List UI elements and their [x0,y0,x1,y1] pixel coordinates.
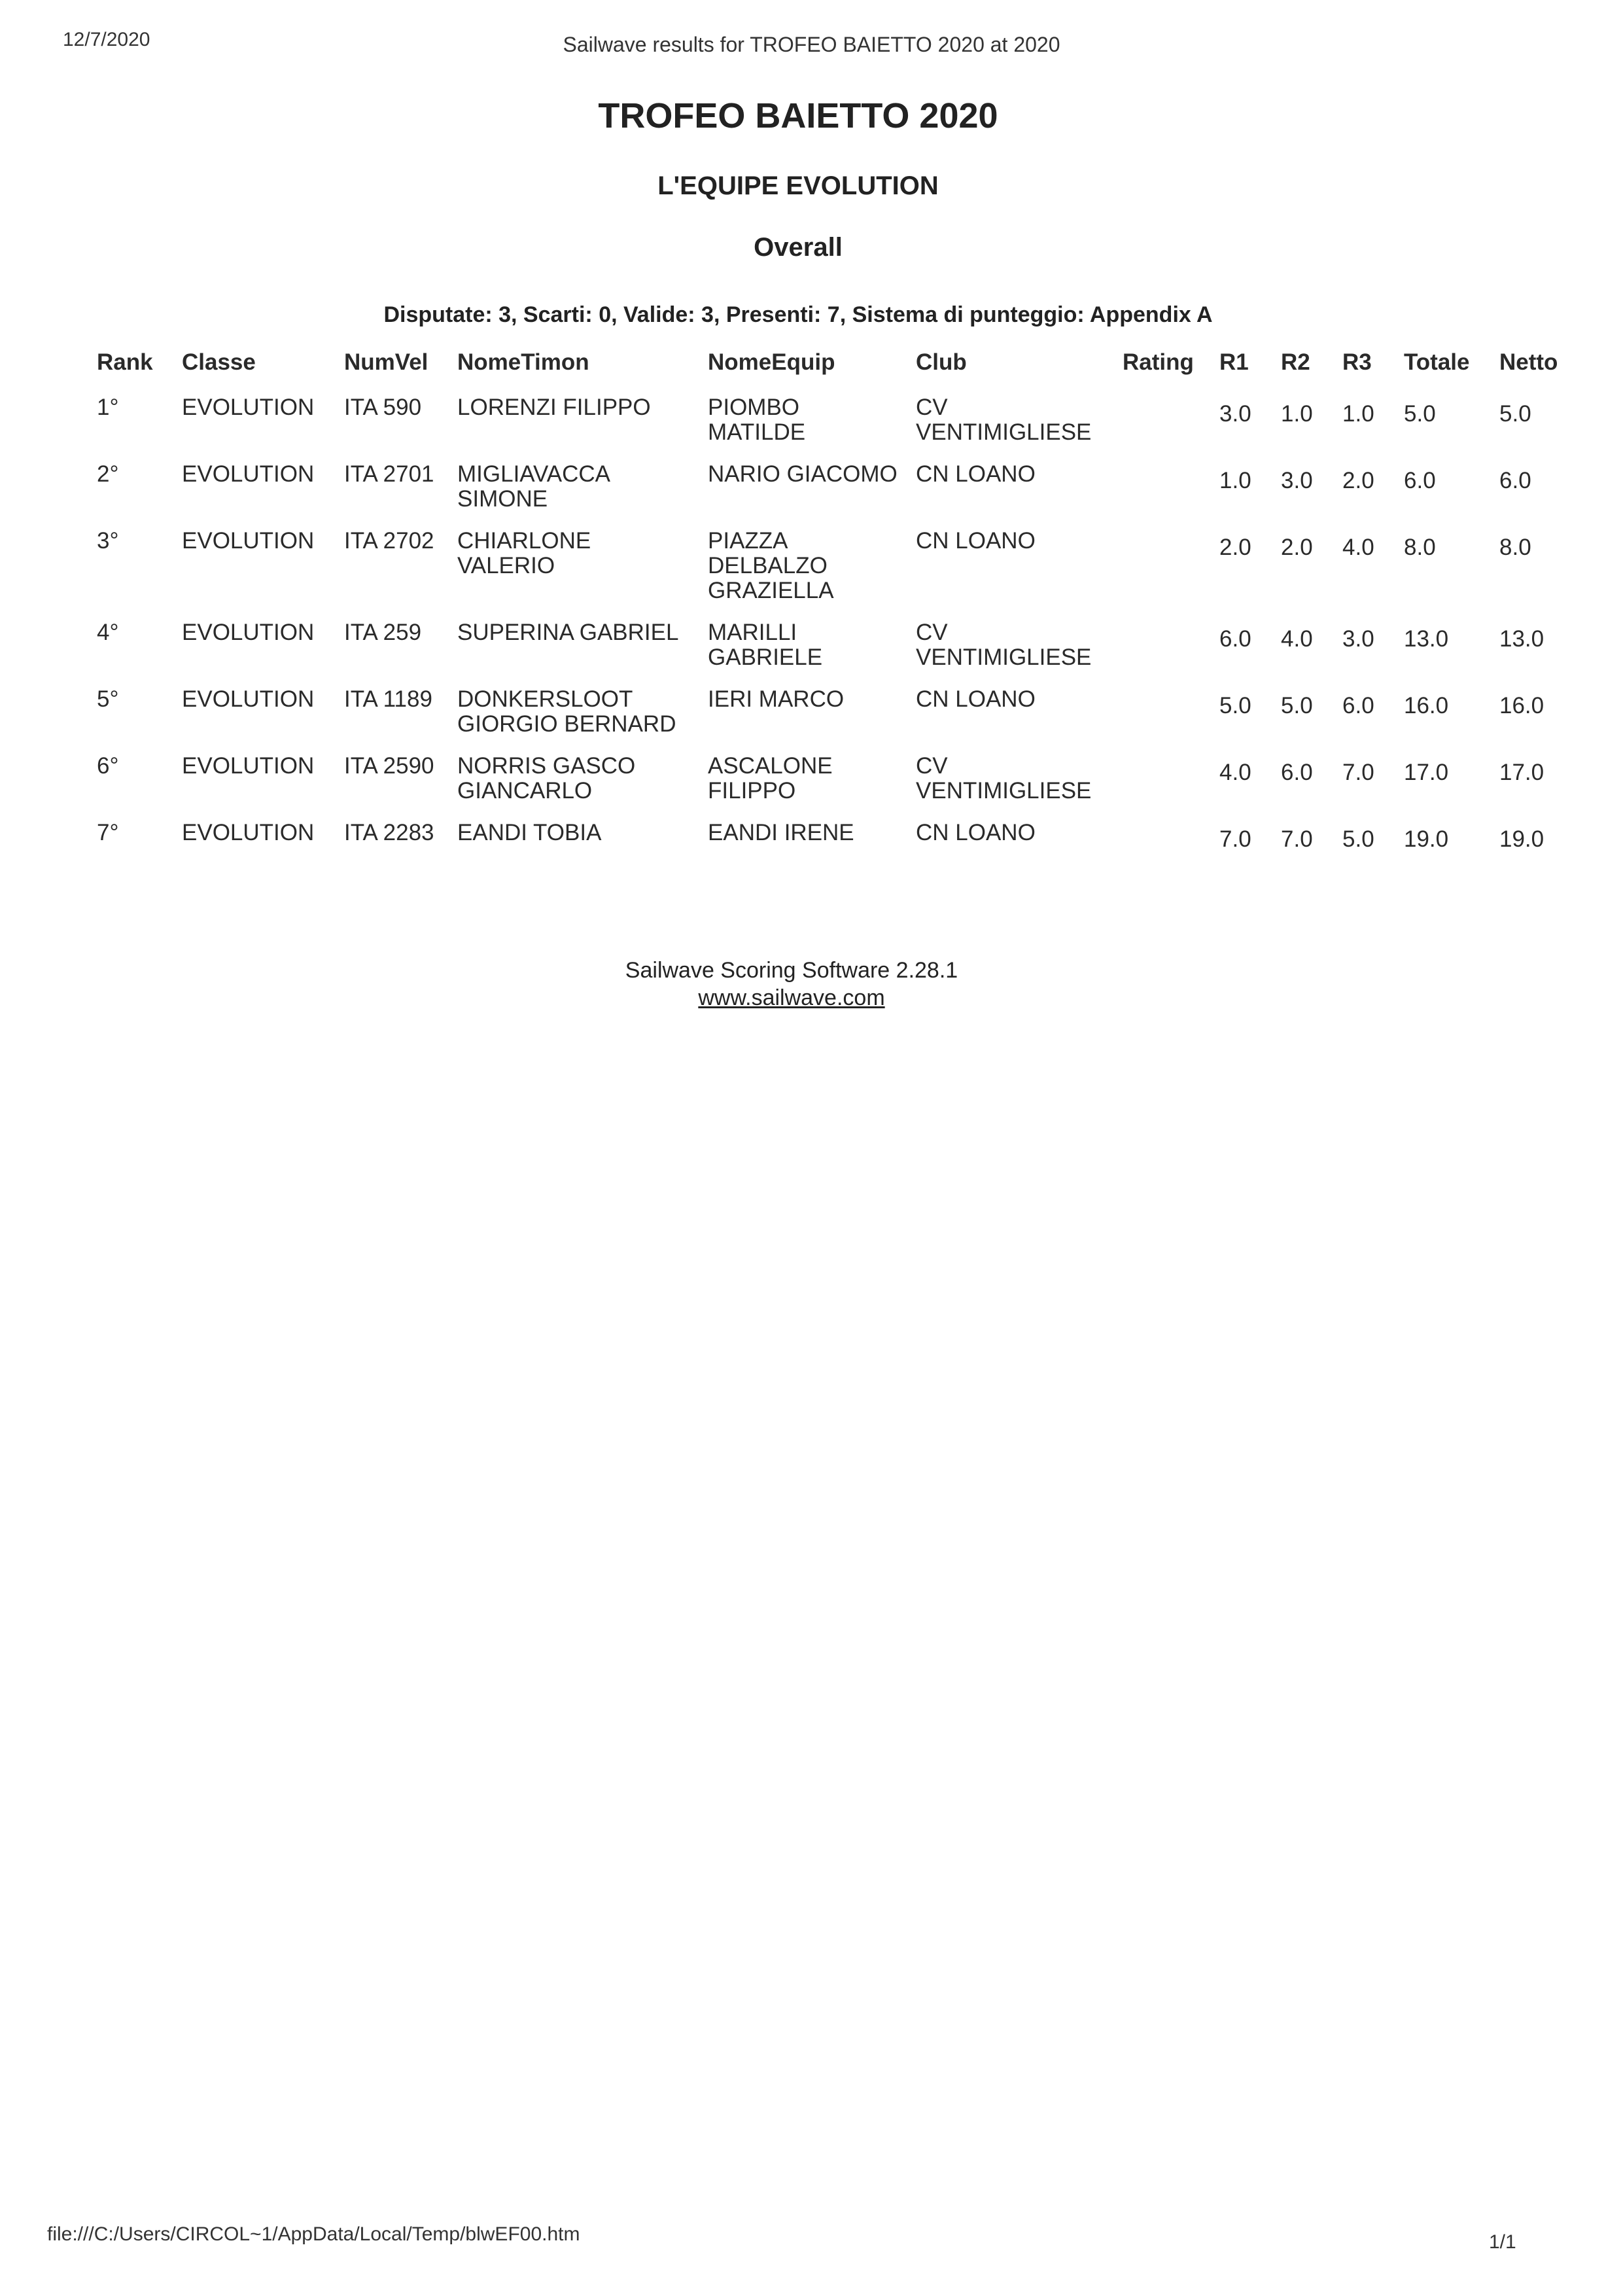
header-numvel: NumVel [344,349,428,375]
header-club: Club [916,349,967,375]
table-row [85,612,1578,679]
cell-nomeequip: MARILLI GABRIELE [708,620,823,670]
cell-r2: 4.0 [1281,626,1313,652]
header-rating: Rating [1123,349,1194,375]
cell-r3: 6.0 [1342,693,1374,718]
cell-nometimon: MIGLIAVACCA SIMONE [457,461,610,512]
header-nomeequip: NomeEquip [708,349,835,375]
cell-classe: EVOLUTION [182,461,315,487]
cell-rank: 6° [97,753,119,779]
cell-r1: 1.0 [1219,468,1251,493]
cell-nometimon: CHIARLONE VALERIO [457,528,591,578]
cell-netto: 5.0 [1499,401,1531,427]
cell-numvel: ITA 259 [344,620,422,645]
results-table [85,340,1578,861]
cell-totale: 6.0 [1404,468,1436,493]
cell-netto: 6.0 [1499,468,1531,493]
cell-club: CV VENTIMIGLIESE [916,620,1092,670]
cell-rank: 5° [97,686,119,712]
cell-rating [1111,612,1208,679]
section-title: Overall [754,233,843,262]
cell-netto: 19.0 [1499,826,1544,852]
cell-totale: 19.0 [1404,826,1449,852]
cell-r1: 2.0 [1219,535,1251,560]
header-netto: Netto [1499,349,1558,375]
cell-rating [1111,746,1208,813]
cell-nometimon: EANDI TOBIA [457,820,602,845]
cell-rank: 7° [97,820,119,845]
cell-rating [1111,521,1208,612]
sailwave-link[interactable]: www.sailwave.com [698,985,885,1010]
cell-totale: 13.0 [1404,626,1449,652]
cell-rank: 3° [97,528,119,554]
software-credit: Sailwave Scoring Software 2.28.1 [625,958,958,983]
cell-r2: 5.0 [1281,693,1313,718]
cell-classe: EVOLUTION [182,686,315,712]
cell-club: CN LOANO [916,686,1036,712]
table-row [85,521,1578,612]
cell-club: CN LOANO [916,820,1036,845]
cell-club: CV VENTIMIGLIESE [916,753,1092,804]
cell-numvel: ITA 590 [344,395,422,420]
cell-r3: 4.0 [1342,535,1374,560]
software-footer [0,957,1583,1012]
print-date: 12/7/2020 [63,29,150,50]
cell-totale: 16.0 [1404,693,1449,718]
cell-totale: 5.0 [1404,401,1436,427]
cell-netto: 8.0 [1499,535,1531,560]
cell-rating [1111,813,1208,861]
cell-classe: EVOLUTION [182,753,315,779]
cell-numvel: ITA 2590 [344,753,434,779]
cell-club: CN LOANO [916,528,1036,554]
cell-nometimon: DONKERSLOOT GIORGIO BERNARD [457,686,676,737]
cell-nometimon: NORRIS GASCO GIANCARLO [457,753,636,804]
cell-r1: 3.0 [1219,401,1251,427]
cell-netto: 17.0 [1499,760,1544,785]
cell-r1: 6.0 [1219,626,1251,652]
cell-nomeequip: EANDI IRENE [708,820,854,845]
print-file-path: file:///C:/Users/CIRCOL~1/AppData/Local/Temp/blwEF00.htm [47,2223,580,2245]
cell-r3: 7.0 [1342,760,1374,785]
cell-numvel: ITA 2701 [344,461,434,487]
cell-numvel: ITA 2702 [344,528,434,554]
header-nometimon: NomeTimon [457,349,589,375]
header-r1: R1 [1219,349,1249,375]
class-subtitle: L'EQUIPE EVOLUTION [657,171,939,200]
cell-rank: 2° [97,461,119,487]
cell-r1: 4.0 [1219,760,1251,785]
cell-r3: 5.0 [1342,826,1374,852]
cell-r3: 1.0 [1342,401,1374,427]
cell-nometimon: LORENZI FILIPPO [457,395,651,420]
cell-r2: 1.0 [1281,401,1313,427]
cell-netto: 16.0 [1499,693,1544,718]
header-row [85,340,1578,387]
cell-club: CV VENTIMIGLIESE [916,395,1092,445]
header-totale: Totale [1404,349,1470,375]
table-row [85,387,1578,454]
cell-numvel: ITA 2283 [344,820,434,845]
header-r2: R2 [1281,349,1310,375]
cell-nomeequip: ASCALONE FILIPPO [708,753,833,804]
cell-nomeequip: PIAZZA DELBALZO GRAZIELLA [708,528,834,603]
cell-classe: EVOLUTION [182,620,315,645]
cell-r3: 2.0 [1342,468,1374,493]
print-header-title: Sailwave results for TROFEO BAIETTO 2020 at 2020 [563,33,1060,56]
series-summary: Disputate: 3, Scarti: 0, Valide: 3, Presenti: 7, Sistema di punteggio: Appendix A [383,302,1213,327]
header-rank: Rank [97,349,153,375]
cell-r2: 3.0 [1281,468,1313,493]
cell-r2: 6.0 [1281,760,1313,785]
header-classe: Classe [182,349,256,375]
page-number: 1/1 [1489,2231,1516,2253]
table-row [85,454,1578,521]
cell-totale: 8.0 [1404,535,1436,560]
cell-numvel: ITA 1189 [344,686,432,712]
cell-nomeequip: NARIO GIACOMO [708,461,898,487]
cell-rank: 4° [97,620,119,645]
cell-rating [1111,454,1208,521]
cell-r2: 7.0 [1281,826,1313,852]
cell-r1: 7.0 [1219,826,1251,852]
event-title: TROFEO BAIETTO 2020 [598,96,998,135]
cell-classe: EVOLUTION [182,820,315,845]
table-row [85,813,1578,861]
cell-totale: 17.0 [1404,760,1449,785]
header-r3: R3 [1342,349,1372,375]
cell-r2: 2.0 [1281,535,1313,560]
cell-classe: EVOLUTION [182,528,315,554]
cell-rating [1111,679,1208,746]
cell-rank: 1° [97,395,119,420]
cell-r1: 5.0 [1219,693,1251,718]
table-row [85,679,1578,746]
cell-netto: 13.0 [1499,626,1544,652]
cell-nometimon: SUPERINA GABRIEL [457,620,679,645]
cell-rating [1111,387,1208,454]
cell-nomeequip: PIOMBO MATILDE [708,395,806,445]
cell-r3: 3.0 [1342,626,1374,652]
cell-club: CN LOANO [916,461,1036,487]
cell-classe: EVOLUTION [182,395,315,420]
cell-nomeequip: IERI MARCO [708,686,845,712]
table-row [85,746,1578,813]
